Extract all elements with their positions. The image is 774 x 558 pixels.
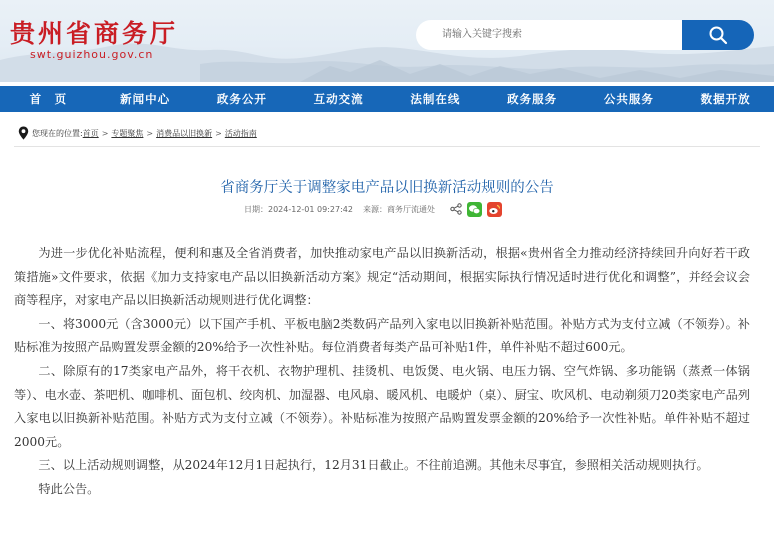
nav-item-legal[interactable]: 法制在线 bbox=[410, 92, 461, 106]
article-date: 日期：2024-12-01 09:27:42 bbox=[244, 204, 353, 214]
search-icon bbox=[708, 25, 728, 45]
article-meta bbox=[244, 202, 502, 216]
breadcrumb-divider bbox=[14, 146, 760, 147]
breadcrumb-home[interactable]: 首页 bbox=[82, 128, 99, 138]
site-header bbox=[0, 0, 774, 82]
nav-item-interaction[interactable]: 互动交流 bbox=[313, 92, 364, 106]
nav-item-gov-services[interactable]: 政务服务 bbox=[507, 92, 558, 106]
breadcrumb-separator: > bbox=[101, 128, 109, 138]
article-paragraph: 一、将3000元（含3000元）以下国产手机、平板电脑2类数码产品列入家电以旧换新补贴范围。补贴方式为支付立减（不领券）。补贴标准为按照产品购置发票金额的20%给予一次性补贴。每位消费者每类产品可补贴1件，单件补贴不超过600元。 bbox=[14, 316, 750, 355]
breadcrumb-prefix: 您现在的位置: bbox=[32, 128, 83, 138]
share-icon[interactable] bbox=[450, 203, 462, 215]
site-logo-title[interactable]: 贵州省商务厅 bbox=[10, 19, 179, 48]
article-title: 省商务厅关于调整家电产品以旧换新活动规则的公告 bbox=[220, 180, 554, 196]
article-body bbox=[14, 242, 750, 502]
search-input[interactable]: 请输入关键字搜索 bbox=[416, 20, 682, 50]
article-paragraph: 特此公告。 bbox=[38, 481, 100, 496]
nav-item-gov-affairs-public[interactable]: 政务公开 bbox=[216, 92, 267, 106]
nav-item-open-data[interactable]: 数据开放 bbox=[700, 92, 751, 106]
article-paragraph: 为进一步优化补贴流程，便利和惠及全省消费者，加快推动家电产品以旧换新活动，根据«贵州省全力推动经济持续回升向好若干政策措施»文件要求，依据《加力支持家电产品以旧换新活动方案》规定“活动期间，根据实际执行情况适时进行优化和调整”，并经会议会商等程序，对家电产品以旧换新活动规则进行优化调整： bbox=[14, 246, 750, 308]
nav-item-public-services[interactable]: 公共服务 bbox=[603, 92, 654, 106]
article-paragraph: 二、除原有的17类家电产品外，将干衣机、衣物护理机、挂烫机、电饭煲、电火锅、电压力锅、空气炸锅、多功能锅（蒸煮一体锅等）、电水壶、茶吧机、咖啡机、面包机、绞肉机、加湿器、电风扇、暖风机、电暖炉（桌）、厨宝、吹风机、电动剃须刀20类家电产品列入家电以旧换新补贴范围。补贴方式为支付立减（不领券）。补贴标准为按照产品购置发票金额的20%给予一次性补贴。单件补贴不超过2000元。 bbox=[14, 363, 750, 449]
breadcrumb-trade-in[interactable]: 消费品以旧换新 bbox=[156, 128, 213, 138]
nav-item-home[interactable]: 首 页 bbox=[29, 92, 68, 106]
breadcrumb-separator: > bbox=[215, 128, 222, 138]
breadcrumb-topics[interactable]: 专题聚焦 bbox=[111, 128, 144, 138]
nav-item-news[interactable]: 新闻中心 bbox=[120, 92, 171, 106]
search-button[interactable] bbox=[682, 20, 754, 50]
main-nav bbox=[0, 86, 774, 112]
weibo-icon[interactable] bbox=[487, 202, 502, 217]
article-paragraph: 三、以上活动规则调整，从2024年12月1日起执行，12月31日截止。不往前追溯。其他未尽事宜，参照相关活动规则执行。 bbox=[38, 458, 709, 473]
location-pin-icon bbox=[18, 126, 29, 140]
article-source: 来源：商务厅流通处 bbox=[362, 204, 435, 214]
breadcrumb bbox=[18, 126, 257, 140]
breadcrumb-activity-guide[interactable]: 活动指南 bbox=[224, 128, 257, 138]
breadcrumb-separator: > bbox=[146, 128, 154, 138]
wechat-icon[interactable] bbox=[467, 202, 482, 217]
site-logo-url: swt.guizhou.gov.cn bbox=[30, 48, 154, 61]
